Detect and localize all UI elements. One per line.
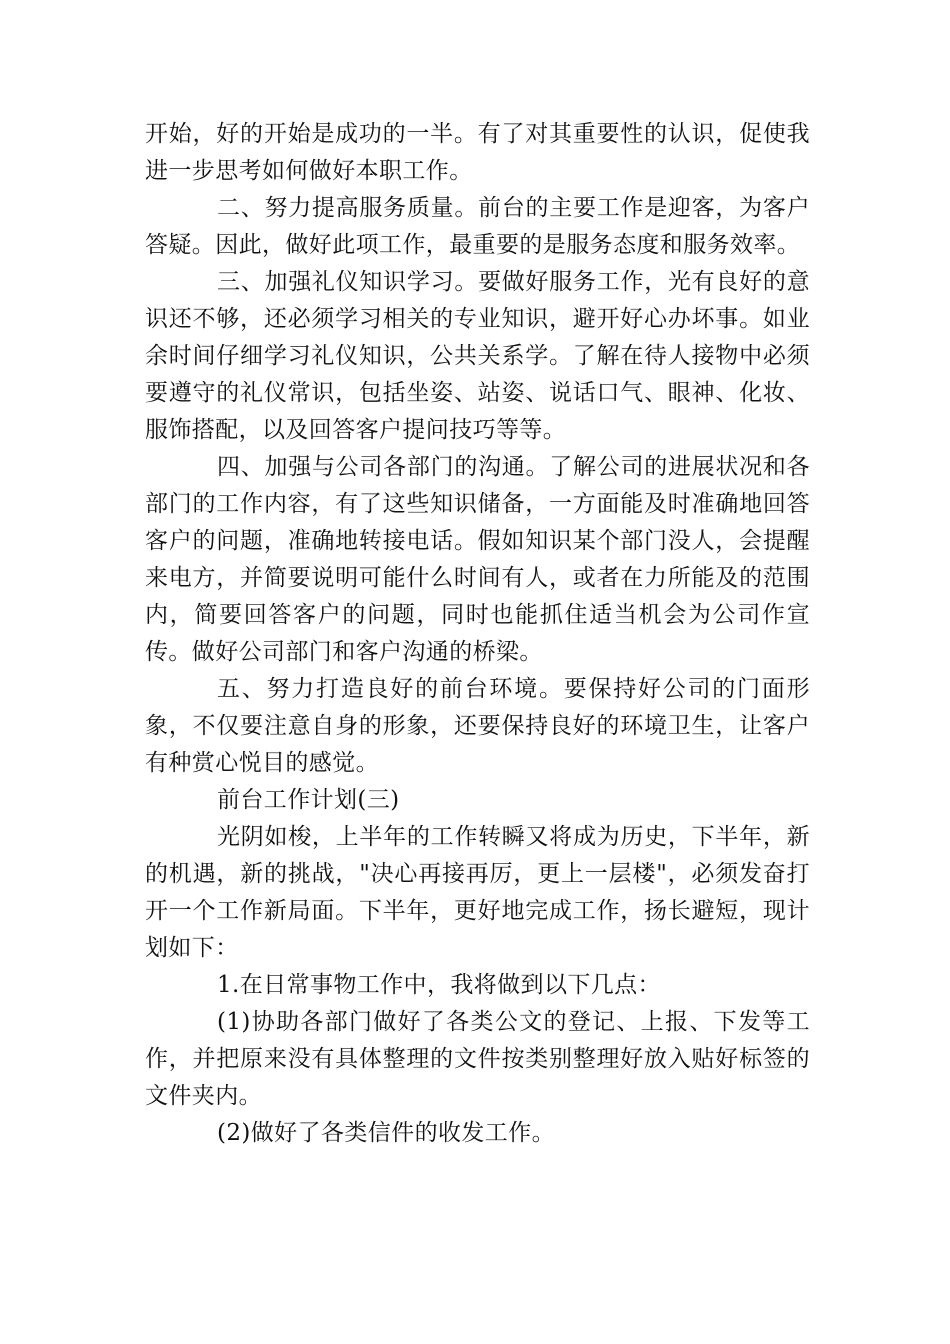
document-body (145, 116, 810, 1152)
paragraph-continuation: 开始，好的开始是成功的一半。有了对其重要性的认识，促使我进一步思考如何做好本职工作。 (145, 121, 810, 184)
paragraph-intro: 光阴如梭，上半年的工作转瞬又将成为历史，下半年，新的机遇，新的挑战，"决心再接再厉，更上一层楼"，必须发奋打开一个工作新局面。下半年，更好地完成工作，扬长避短，现计划如下： (145, 824, 810, 961)
section-heading: 前台工作计划(三) (217, 787, 400, 813)
paragraph-communication: 四、加强与公司各部门的沟通。了解公司的进展状况和各部门的工作内容，有了这些知识储备，一方面能及时准确地回答客户的问题，准确地转接电话。假如知识某个部门没人，会提醒来电方，并简要说明可能什么时间有人，或者在力所能及的范围内，简要回答客户的问题，同时也能抓住适当机会为公司作宣传。做好公司部门和客户沟通的桥梁。 (145, 454, 810, 665)
paragraph-service-quality: 二、努力提高服务质量。前台的主要工作是迎客，为客户答疑。因此，做好此项工作，最重要的是服务态度和服务效率。 (145, 195, 810, 258)
list-item-1: (1)协助各部门做好了各类公文的登记、上报、下发等工作，并把原来没有具体整理的文件按类别整理好放入贴好标签的文件夹内。 (145, 1009, 810, 1109)
paragraph-environment: 五、努力打造良好的前台环境。要保持好公司的门面形象，不仅要注意自身的形象，还要保持良好的环境卫生，让客户有种赏心悦目的感觉。 (145, 676, 810, 776)
list-item-2: (2)做好了各类信件的收发工作。 (217, 1120, 555, 1146)
list-heading: 1.在日常事物工作中，我将做到以下几点： (217, 972, 661, 998)
paragraph-etiquette: 三、加强礼仪知识学习。要做好服务工作，光有良好的意识还不够，还必须学习相关的专业知识，避开好心办坏事。如业余时间仔细学习礼仪知识，公共关系学。了解在待人接物中必须要遵守的礼仪常识，包括坐姿、站姿、说话口气、眼神、化妆、服饰搭配，以及回答客户提问技巧等等。 (145, 269, 810, 443)
